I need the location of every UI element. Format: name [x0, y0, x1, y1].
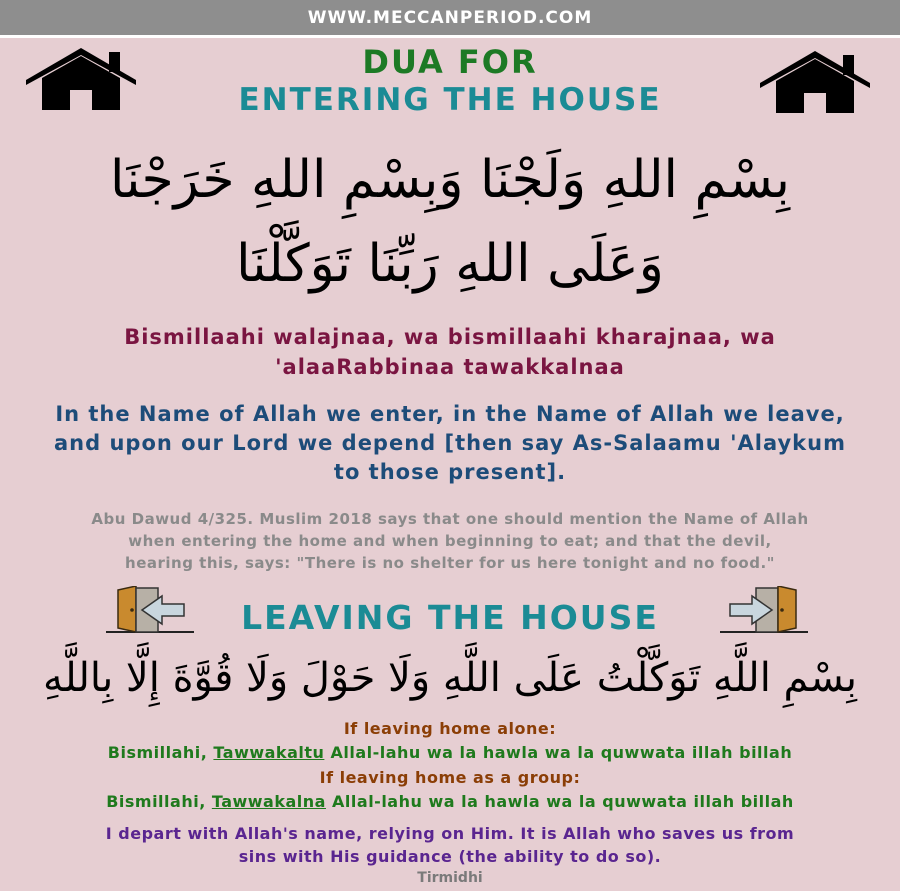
meaning-leaving	[0, 822, 900, 868]
title-leaving-house: LEAVING THE HOUSE	[241, 598, 659, 637]
transliteration-line: 'alaaRabbinaa tawakkalnaa	[275, 355, 625, 379]
transliteration-key-word: Tawwakaltu	[213, 743, 325, 762]
source-leaving: Tirmidhi	[417, 870, 483, 886]
meaning-line: to those present].	[333, 460, 567, 484]
title-dua-for: DUA FOR	[362, 43, 538, 81]
label-leaving-group: If leaving home as a group:	[319, 768, 581, 787]
label-leaving-alone: If leaving home alone:	[343, 719, 557, 738]
transliteration-line: Bismillaahi walajnaa, wa bismillaahi kharajnaa, wa	[124, 325, 776, 349]
transliteration-leaving-group	[0, 792, 900, 811]
transliteration-prefix: Bismillahi,	[106, 792, 212, 811]
title-entering-house: ENTERING THE HOUSE	[238, 82, 662, 118]
transliteration-key-word: Tawwakalna	[211, 792, 326, 811]
meaning-line: In the Name of Allah we enter, in the Name of Allah we leave,	[55, 402, 845, 426]
transliteration-suffix: Allal-lahu wa la hawla wa la quwwata illah billah	[324, 743, 793, 762]
transliteration-prefix: Bismillahi,	[107, 743, 214, 762]
arabic-entering-line2: وَعَلَى اللهِ رَبِّنَا تَوَكَّلْنَا	[236, 234, 664, 294]
meaning-entering	[0, 400, 900, 487]
transliteration-entering	[0, 322, 900, 382]
meaning-line: and upon our Lord we depend [then say As-Salaamu 'Alaykum	[54, 431, 846, 455]
reference-line: hearing this, says: "There is no shelter for us here tonight and no food."	[125, 554, 775, 572]
reference-entering	[0, 508, 900, 574]
reference-line: Abu Dawud 4/325. Muslim 2018 says that one should mention the Name of Allah	[91, 510, 809, 528]
website-banner	[0, 0, 900, 38]
arabic-entering-line1: بِسْمِ اللهِ وَلَجْنَا وَبِسْمِ اللهِ خَرَجْنَا	[109, 150, 791, 210]
transliteration-leaving-alone	[0, 743, 900, 762]
meaning-line: sins with His guidance (the ability to do so).	[238, 847, 662, 866]
transliteration-suffix: Allal-lahu wa la hawla wa la quwwata illah billah	[325, 792, 794, 811]
meaning-line: I depart with Allah's name, relying on Him. It is Allah who saves us from	[105, 824, 795, 843]
website-url[interactable]: WWW.MECCANPERIOD.COM	[307, 7, 593, 28]
reference-line: when entering the home and when beginning to eat; and that the devil,	[128, 532, 772, 550]
arabic-leaving: بِسْمِ اللَّهِ تَوَكَّلْتُ عَلَى اللَّهِ وَلَا حَوْلَ وَلَا قُوَّةَ إِلَّا بِاللَّهِ	[43, 655, 857, 701]
